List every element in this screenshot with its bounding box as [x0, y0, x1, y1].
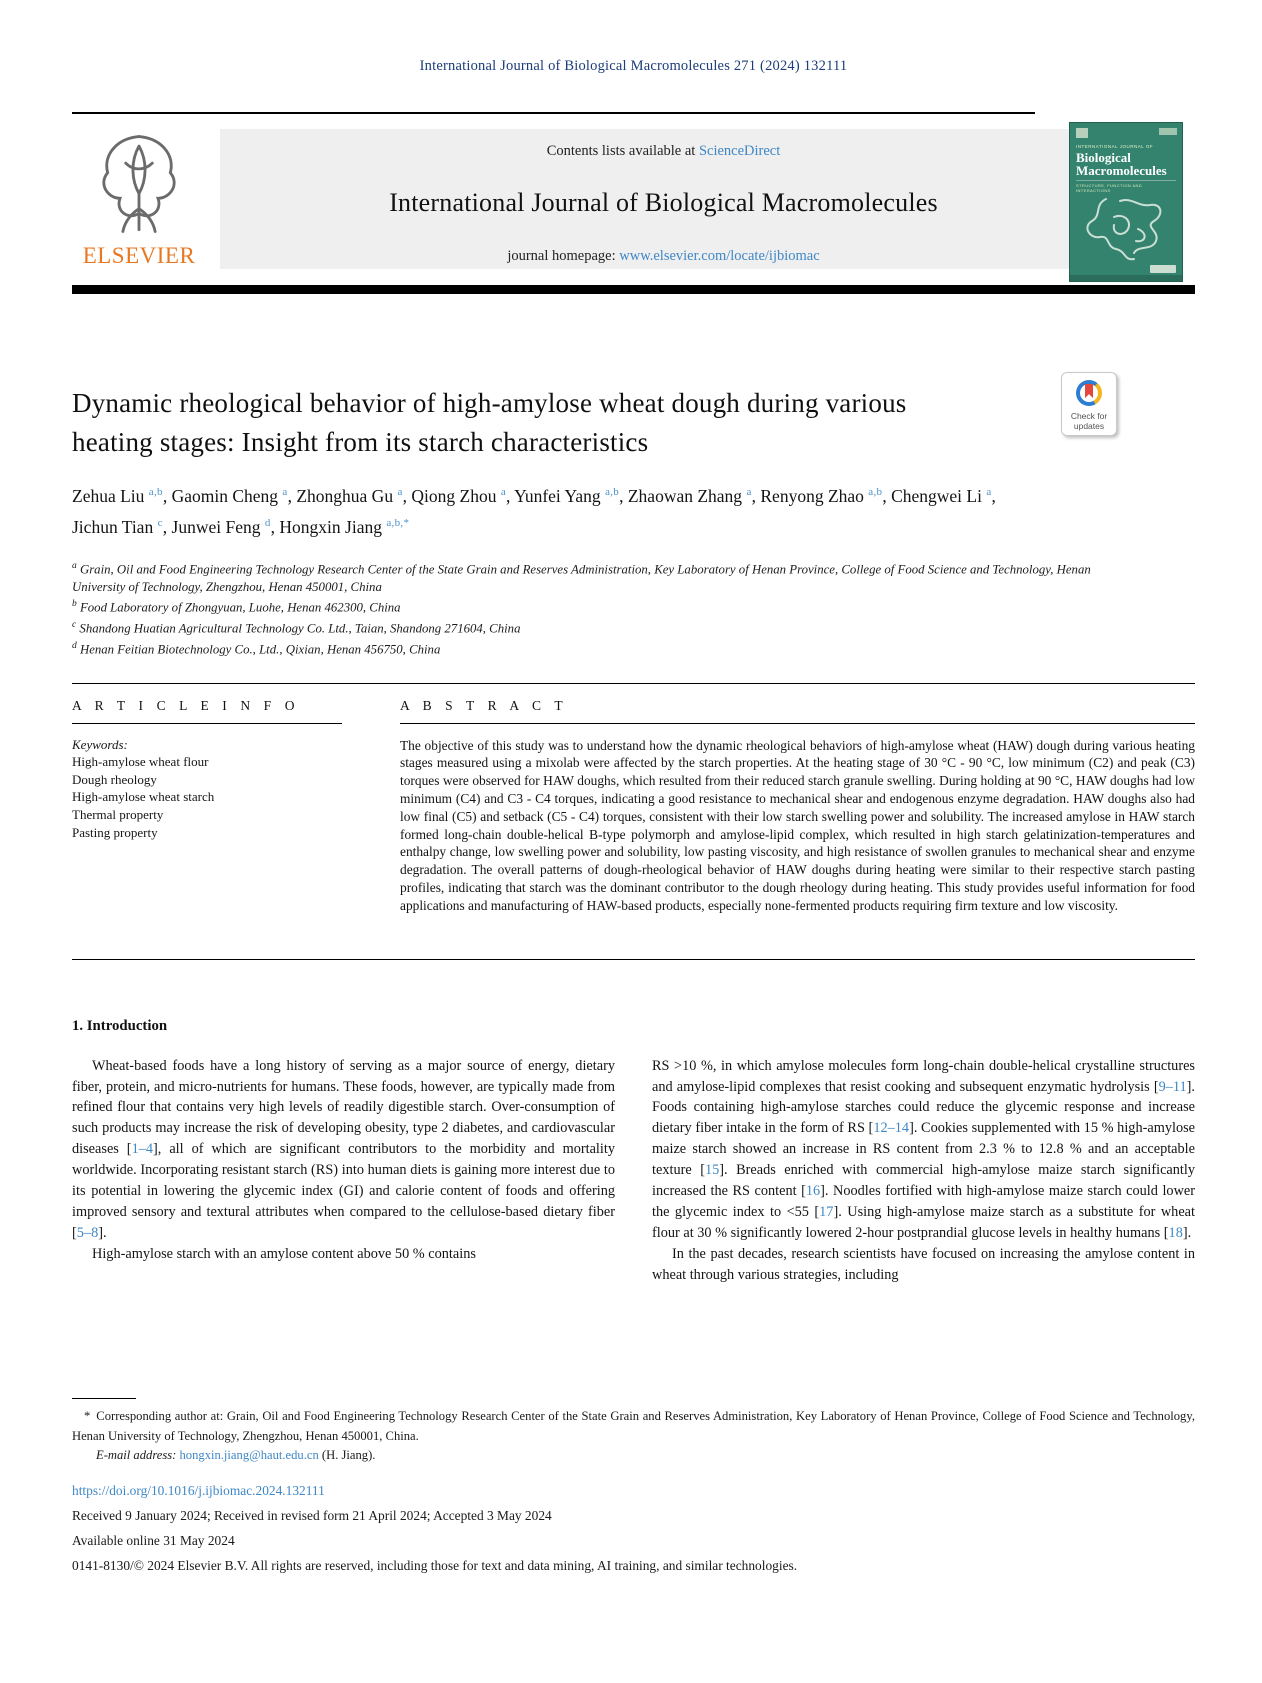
cover-molecule-art — [1076, 195, 1176, 269]
received-dates: Received 9 January 2024; Received in revised form 21 April 2024; Accepted 3 May 2024 — [72, 1508, 552, 1523]
citation-ref[interactable]: 1–4 — [131, 1141, 154, 1158]
sciencedirect-link[interactable]: ScienceDirect — [698, 143, 781, 159]
citation-ref[interactable]: 9–11 — [1158, 1078, 1187, 1095]
author-name: Zhaowan Zhang $^a$, — [627, 485, 761, 506]
check-for-updates-label: Check for updates — [1070, 411, 1108, 431]
author-superscript[interactable]: a — [986, 486, 992, 498]
journal-citation-header: International Journal of Biological Macromolecules 271 (2024) 132111 — [419, 58, 848, 74]
cover-title: Biological Macromolecules — [1076, 150, 1167, 178]
footnote-block — [72, 1398, 1195, 1466]
author-superscript[interactable]: a,b — [868, 486, 883, 498]
abstract-heading: A B S T R A C T — [400, 698, 1195, 724]
cover-subtitle: STRUCTURE, FUNCTION AND INTERACTIONS — [1076, 180, 1176, 193]
author-superscript[interactable]: a,b — [148, 486, 163, 498]
doi-link[interactable]: https://doi.org/10.1016/j.ijbiomac.2024.132111 — [72, 1483, 325, 1498]
article-title: Dynamic rheological behavior of high-amylose wheat dough during various heating stages: Insight from its starch characteristics — [72, 388, 907, 457]
author-name: Zhonghua Gu $^a$, — [296, 485, 412, 506]
cover-kicker: INTERNATIONAL JOURNAL OF — [1076, 144, 1154, 149]
citation-ref[interactable]: 12–14 — [873, 1120, 910, 1137]
citation-ref[interactable]: 17 — [819, 1204, 834, 1220]
masthead — [72, 112, 1195, 340]
citation-ref[interactable]: 15 — [704, 1162, 720, 1179]
email-link[interactable]: hongxin.jiang@haut.edu.cn — [179, 1448, 319, 1462]
bookmark-pin-icon — [1085, 384, 1093, 398]
abstract-text: The objective of this study was to understand how the dynamic rheological behaviors of high-amylose wheat (HAW) dough during various heating stages measured using a mixolab were affected by the starch properties. At the heating stage of 30 °C - 90 °C, low minimum (C2) and peak (C3) torques were observed for HAW doughs, which resulted from their reduced starch granule swelling. During holding at 90 °C, HAW doughs had low minimum (C4) and C3 - C4 torques, indicating a good resistance to mechanical shear and endogenous enzyme degradation. HAW doughs also had low final (C5) and setback (C5 - C4) torques, consistent with their low starch swelling power and solubility. The increased amylose in HAW starch formed long-chain double-helical B-type polymorph and amylose-lipid complex, which resulted in high starch gelatinization-temperatures and enthalpy change, low swelling power and solubility, low pasting viscosity, and high resistance of swollen granules to mechanical shear and enzyme degradation. The overall patterns of dough-rheological behavior of HAW doughs during heating were similar to their respective starch pasting profiles, indicating that starch was the dominant contributor to the dough rheology during heating. This study provides useful information for food applications and manufacturing of HAW-based products, especially none-fermented products requiring firm texture and low viscosity. — [400, 737, 1195, 913]
introduction-heading: 1. Introduction — [72, 1017, 168, 1034]
check-for-updates-icon — [1076, 380, 1102, 406]
keywords-label: Keywords: — [72, 736, 128, 752]
citation-ref[interactable]: 5–8 — [76, 1224, 99, 1241]
homepage-url-link[interactable]: www.elsevier.com/locate/ijbiomac — [619, 248, 820, 264]
article-info-heading: A R T I C L E I N F O — [72, 698, 342, 724]
author-superscript[interactable]: a,b — [605, 486, 620, 498]
cover-elsevier-mark — [1076, 128, 1088, 138]
author-superscript[interactable]: c — [157, 516, 163, 529]
info-abstract-section — [72, 683, 1195, 960]
keyword-item: High-amylose wheat starch — [72, 789, 215, 805]
affiliation-line: $^d$ Henan Feitian Biotechnology Co., Ltd., Qixian, Henan 456750, China — [72, 640, 441, 657]
elsevier-tree-icon — [91, 129, 187, 241]
affiliation-line: $^c$ Shandong Huatian Agricultural Technology Co. Ltd., Taian, Shandong 271604, China — [72, 619, 521, 636]
citation-ref[interactable]: 18 — [1168, 1224, 1183, 1241]
journal-cover-thumbnail[interactable] — [1069, 122, 1183, 282]
check-for-updates-button[interactable] — [1061, 372, 1117, 436]
corresponding-author-note — [72, 1407, 1195, 1446]
author-name: Jichun Tian $^c$, — [72, 516, 172, 537]
keyword-item: Dough rheology — [72, 771, 157, 787]
elsevier-logo[interactable] — [74, 129, 204, 269]
footer-block — [72, 1478, 1195, 1578]
email-suffix: (H. Jiang). — [321, 1448, 376, 1462]
author-superscript[interactable]: a — [746, 486, 752, 498]
author-superscript[interactable]: a — [397, 486, 403, 498]
masthead-journal-title: International Journal of Biological Macromolecules — [389, 188, 938, 217]
intro-left-column — [72, 1056, 615, 1286]
affiliation-list — [72, 558, 1122, 659]
abstract-column — [400, 698, 1195, 915]
intro-paragraph: RS >10 %, in which amylose molecules form long-chain double-helical crystalline structures and amylose-lipid complexes that resist cooking and subsequent enzymatic hydrolysis [9–11]. Foods containing high-amylose starches could reduce the glycemic response and increase dietary fiber intake in the form of RS [12–14]. Cookies supplemented with 15 % high-amylose maize starch showed an increase in RS content from 2.3 % to 12.8 % and an acceptable texture [15]. Breads enriched with commercial high-amylose maize starch significantly increased the RS content [16]. Noodles fortified with high-amylose maize starch could lower the glycemic index to <55 [17]. Using high-amylose maize starch as a substitute for wheat flour at 30 % significantly lowered 2-hour postprandial glucose levels in healthy humans [18]. — [652, 1057, 1196, 1241]
keyword-list — [72, 753, 342, 841]
author-name: Qiong Zhou $^a$, — [411, 485, 515, 506]
title-block — [72, 384, 1195, 659]
author-name: Renyong Zhao $^{a,b}$, — [760, 485, 892, 506]
affiliation-line: $^b$ Food Laboratory of Zhongyuan, Luohe, Henan 462300, China — [72, 599, 401, 615]
intro-right-column — [652, 1056, 1195, 1286]
article-info-column — [72, 698, 342, 915]
author-superscript[interactable]: d — [264, 516, 271, 529]
author-name: Chengwei Li $^a$, — [891, 485, 996, 506]
homepage-line — [220, 248, 1107, 265]
keyword-item: Thermal property — [72, 807, 164, 823]
affiliation-line: $^a$ Grain, Oil and Food Engineering Technology Research Center of the State Grain and Reserves Administration, Key Laboratory of Henan Province, College of Food Science and Technology, Henan University of Technology, Zhengzhou, Henan 450001, China — [72, 560, 1091, 594]
citation-ref[interactable]: 16 — [805, 1183, 821, 1200]
email-line — [96, 1446, 1195, 1466]
author-superscript[interactable]: a — [282, 486, 288, 498]
author-name: Hongxin Jiang $^{a,b,*}$ — [279, 516, 410, 537]
elsevier-wordmark: ELSEVIER — [82, 243, 196, 268]
footnote-rule — [72, 1398, 136, 1399]
keyword-item: Pasting property — [72, 824, 158, 840]
author-name: Junwei Feng $^d$, — [171, 516, 280, 537]
keyword-item: High-amylose wheat flour — [72, 754, 209, 770]
intro-paragraph: High-amylose starch with an amylose content above 50 % contains — [92, 1245, 476, 1262]
keywords-block — [72, 736, 342, 842]
author-name: Zehua Liu $^{a,b}$, — [72, 485, 172, 506]
author-superscript[interactable]: a,b,* — [386, 516, 410, 529]
author-name: Gaomin Cheng $^a$, — [171, 485, 297, 506]
cover-sciencedirect-badge — [1150, 265, 1176, 273]
cover-bottom-bar — [1070, 275, 1182, 281]
copyright-line: 0141-8130/© 2024 Elsevier B.V. All rights are reserved, including those for text and data mining, AI training, and similar technologies. — [72, 1558, 798, 1573]
masthead-gray-panel — [220, 129, 1107, 269]
intro-paragraph: In the past decades, research scientists have focused on increasing the amylose content in wheat through various strategies, including — [652, 1245, 1195, 1283]
contents-prefix: Contents lists available at — [546, 143, 699, 159]
homepage-prefix: journal homepage: — [507, 248, 620, 264]
available-online: Available online 31 May 2024 — [72, 1533, 235, 1548]
intro-paragraph: Wheat-based foods have a long history of serving as a major source of energy, dietary fiber, protein, and micro-nutrients for humans. These foods, however, are typically made from refined flour that contains very high levels of readily digestible starch. Over-consumption of such products may increase the risk of developing obesity, type 2 diabetes, and cardiovascular diseases [1–4], all of which are significant contributors to the morbidity and mortality worldwide. Incorporating resistant starch (RS) into human diets is gaining more interest due to its potential in lowering the glycemic index (GI) and calorie content of foods and offering improved sensory and textural attributes when compared to the cellulose-based dietary fiber [5–8]. — [72, 1057, 616, 1241]
corresponding-author-text: Corresponding author at: Grain, Oil and Food Engineering Technology Research Center of the State Grain and Reserves Administration, Key Laboratory of Henan Province, College of Food Science and Technology, Henan University of Technology, Zhengzhou, Henan 450001, China. — [72, 1409, 1195, 1443]
contents-line — [220, 143, 1107, 160]
introduction-body — [72, 1056, 1195, 1286]
cover-volume-mark — [1159, 128, 1177, 135]
masthead-thick-rule — [72, 285, 1195, 294]
author-list — [72, 479, 1002, 541]
masthead-top-rule — [72, 112, 1035, 114]
author-superscript[interactable]: a — [500, 486, 507, 498]
author-name: Yunfei Yang $^{a,b}$, — [514, 485, 628, 506]
email-label: E-mail address: — [96, 1448, 177, 1462]
footnote-marker: * — [84, 1409, 91, 1423]
